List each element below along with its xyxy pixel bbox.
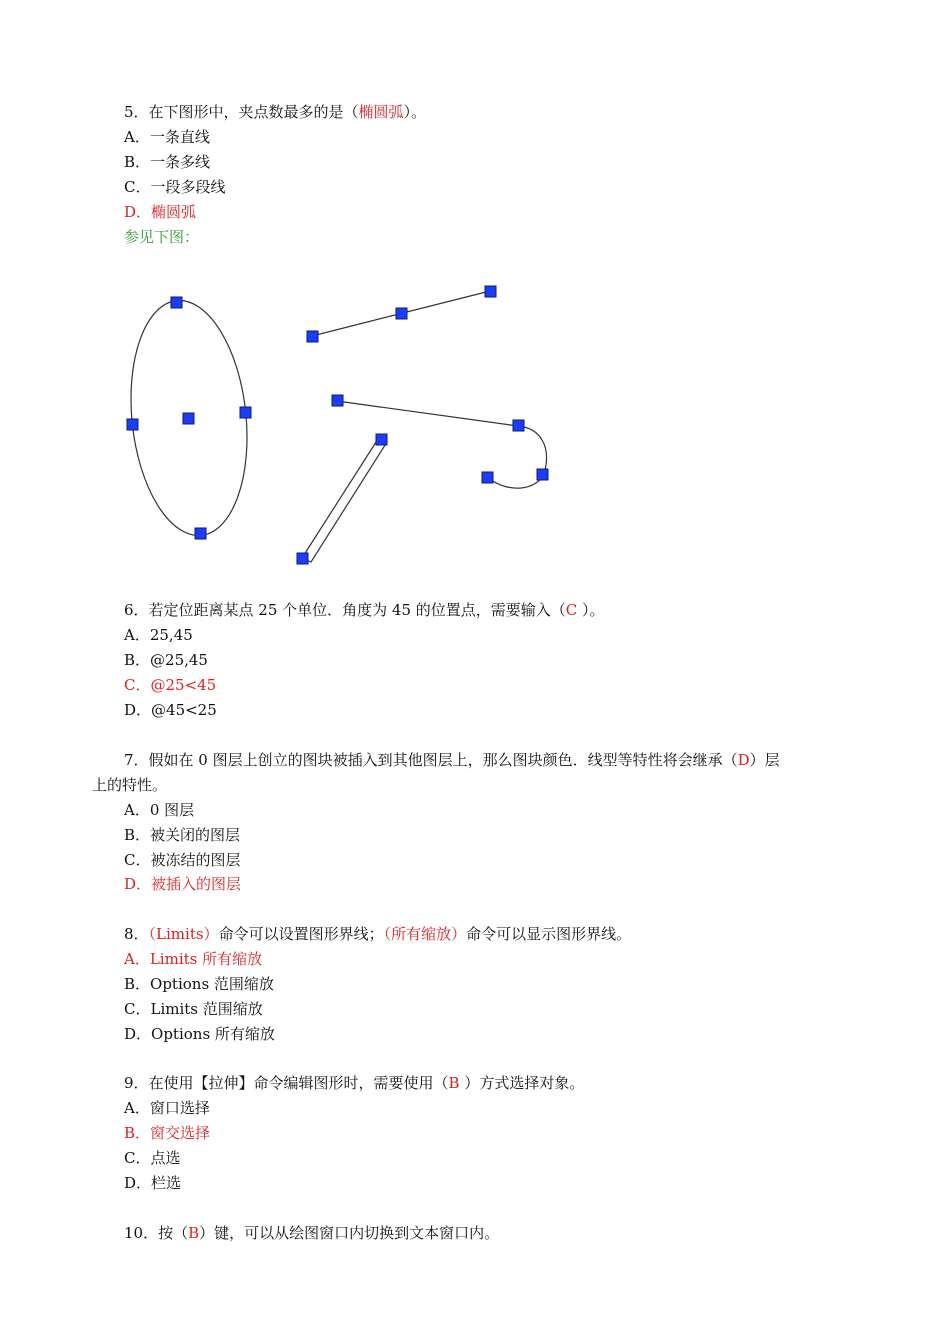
q6-option-c: C．@25<45 — [124, 676, 217, 694]
ellipse-grip-right — [240, 407, 251, 418]
polyline-grip-end — [482, 472, 493, 483]
q7-option-d: D．被插入的图层 — [124, 875, 242, 893]
multiline-shape — [302, 439, 387, 562]
q5-note: 参见下图： — [124, 228, 200, 246]
q7-option-b: B．被关闭的图层 — [124, 826, 241, 844]
line-grip-mid — [396, 308, 407, 319]
q6-option-b: B．@25,45 — [124, 651, 208, 669]
q7-option-c: C．被冻结的图层 — [124, 851, 241, 869]
q6-option-d: D．@45<25 — [124, 701, 217, 719]
q8-option-d: D．Options 所有缩放 — [124, 1025, 275, 1043]
q8-option-b: B．Options 范围缩放 — [124, 975, 274, 993]
multiline-grip-start — [297, 553, 308, 564]
ellipse-grip-top — [171, 297, 182, 308]
q7-stem: 7．假如在 0 图层上创立的图块被插入到其他图层上，那么图块颜色．线型等特性将会继承（D）层 — [124, 751, 780, 769]
ellipse-grip-center — [183, 413, 194, 424]
q6-answer: C — [565, 601, 578, 619]
q8-stem: 8．（Limits）命令可以设置图形界线；（所有缩放）命令可以显示图形界线。 — [124, 925, 632, 943]
q10-answer: B — [188, 1224, 200, 1242]
q10-stem: 10．按（B）键，可以从绘图窗口内切换到文本窗口内。 — [124, 1224, 500, 1242]
polyline-grip-start — [332, 395, 343, 406]
q9-option-d: D．栏选 — [124, 1174, 182, 1192]
q7-option-a: A．0 图层 — [124, 801, 195, 819]
q5-stem: 5．在下图形中，夹点数最多的是（椭圆弧）。 — [124, 103, 427, 121]
q6-option-a: A．25,45 — [124, 626, 193, 644]
q5-option-c: C．一段多段线 — [124, 178, 226, 196]
ellipse-grip-bottom — [195, 528, 206, 539]
q8-option-c: C．Limits 范围缩放 — [124, 1000, 263, 1018]
polyline-grip-arc-mid — [537, 469, 548, 480]
q9-option-c: C．点选 — [124, 1149, 181, 1167]
q9-option-a: A．窗口选择 — [124, 1099, 210, 1117]
line-grip-end — [485, 286, 496, 297]
q5-option-a: A．一条直线 — [124, 128, 210, 146]
multiline-grip-end — [376, 434, 387, 445]
grips-figure — [112, 276, 572, 576]
q8-option-a: A．Limits 所有缩放 — [124, 950, 263, 968]
line-grip-start — [307, 331, 318, 342]
q7-answer: D — [737, 751, 750, 769]
q6-stem: 6．若定位距离某点 25 个单位．角度为 45 的位置点，需要输入（C ）。 — [124, 601, 605, 619]
polyline-shape — [337, 401, 546, 488]
q5-answer: 椭圆弧 — [358, 103, 404, 121]
polyline-grip-vertex — [513, 420, 524, 431]
q9-stem: 9．在使用【拉伸】命令编辑图形时，需要使用（B ）方式选择对象。 — [124, 1074, 585, 1092]
q8-answer-2: （所有缩放） — [383, 925, 467, 943]
q5-option-d: D．椭圆弧 — [124, 203, 197, 221]
q9-answer: B — [448, 1074, 460, 1092]
q8-answer-1: （Limits） — [148, 925, 219, 943]
ellipse-grip-left — [127, 419, 138, 430]
q9-option-b: B．窗交选择 — [124, 1124, 211, 1142]
q7-stem-line2: 上的特性。 — [92, 776, 168, 794]
q5-option-b: B．一条多线 — [124, 153, 211, 171]
